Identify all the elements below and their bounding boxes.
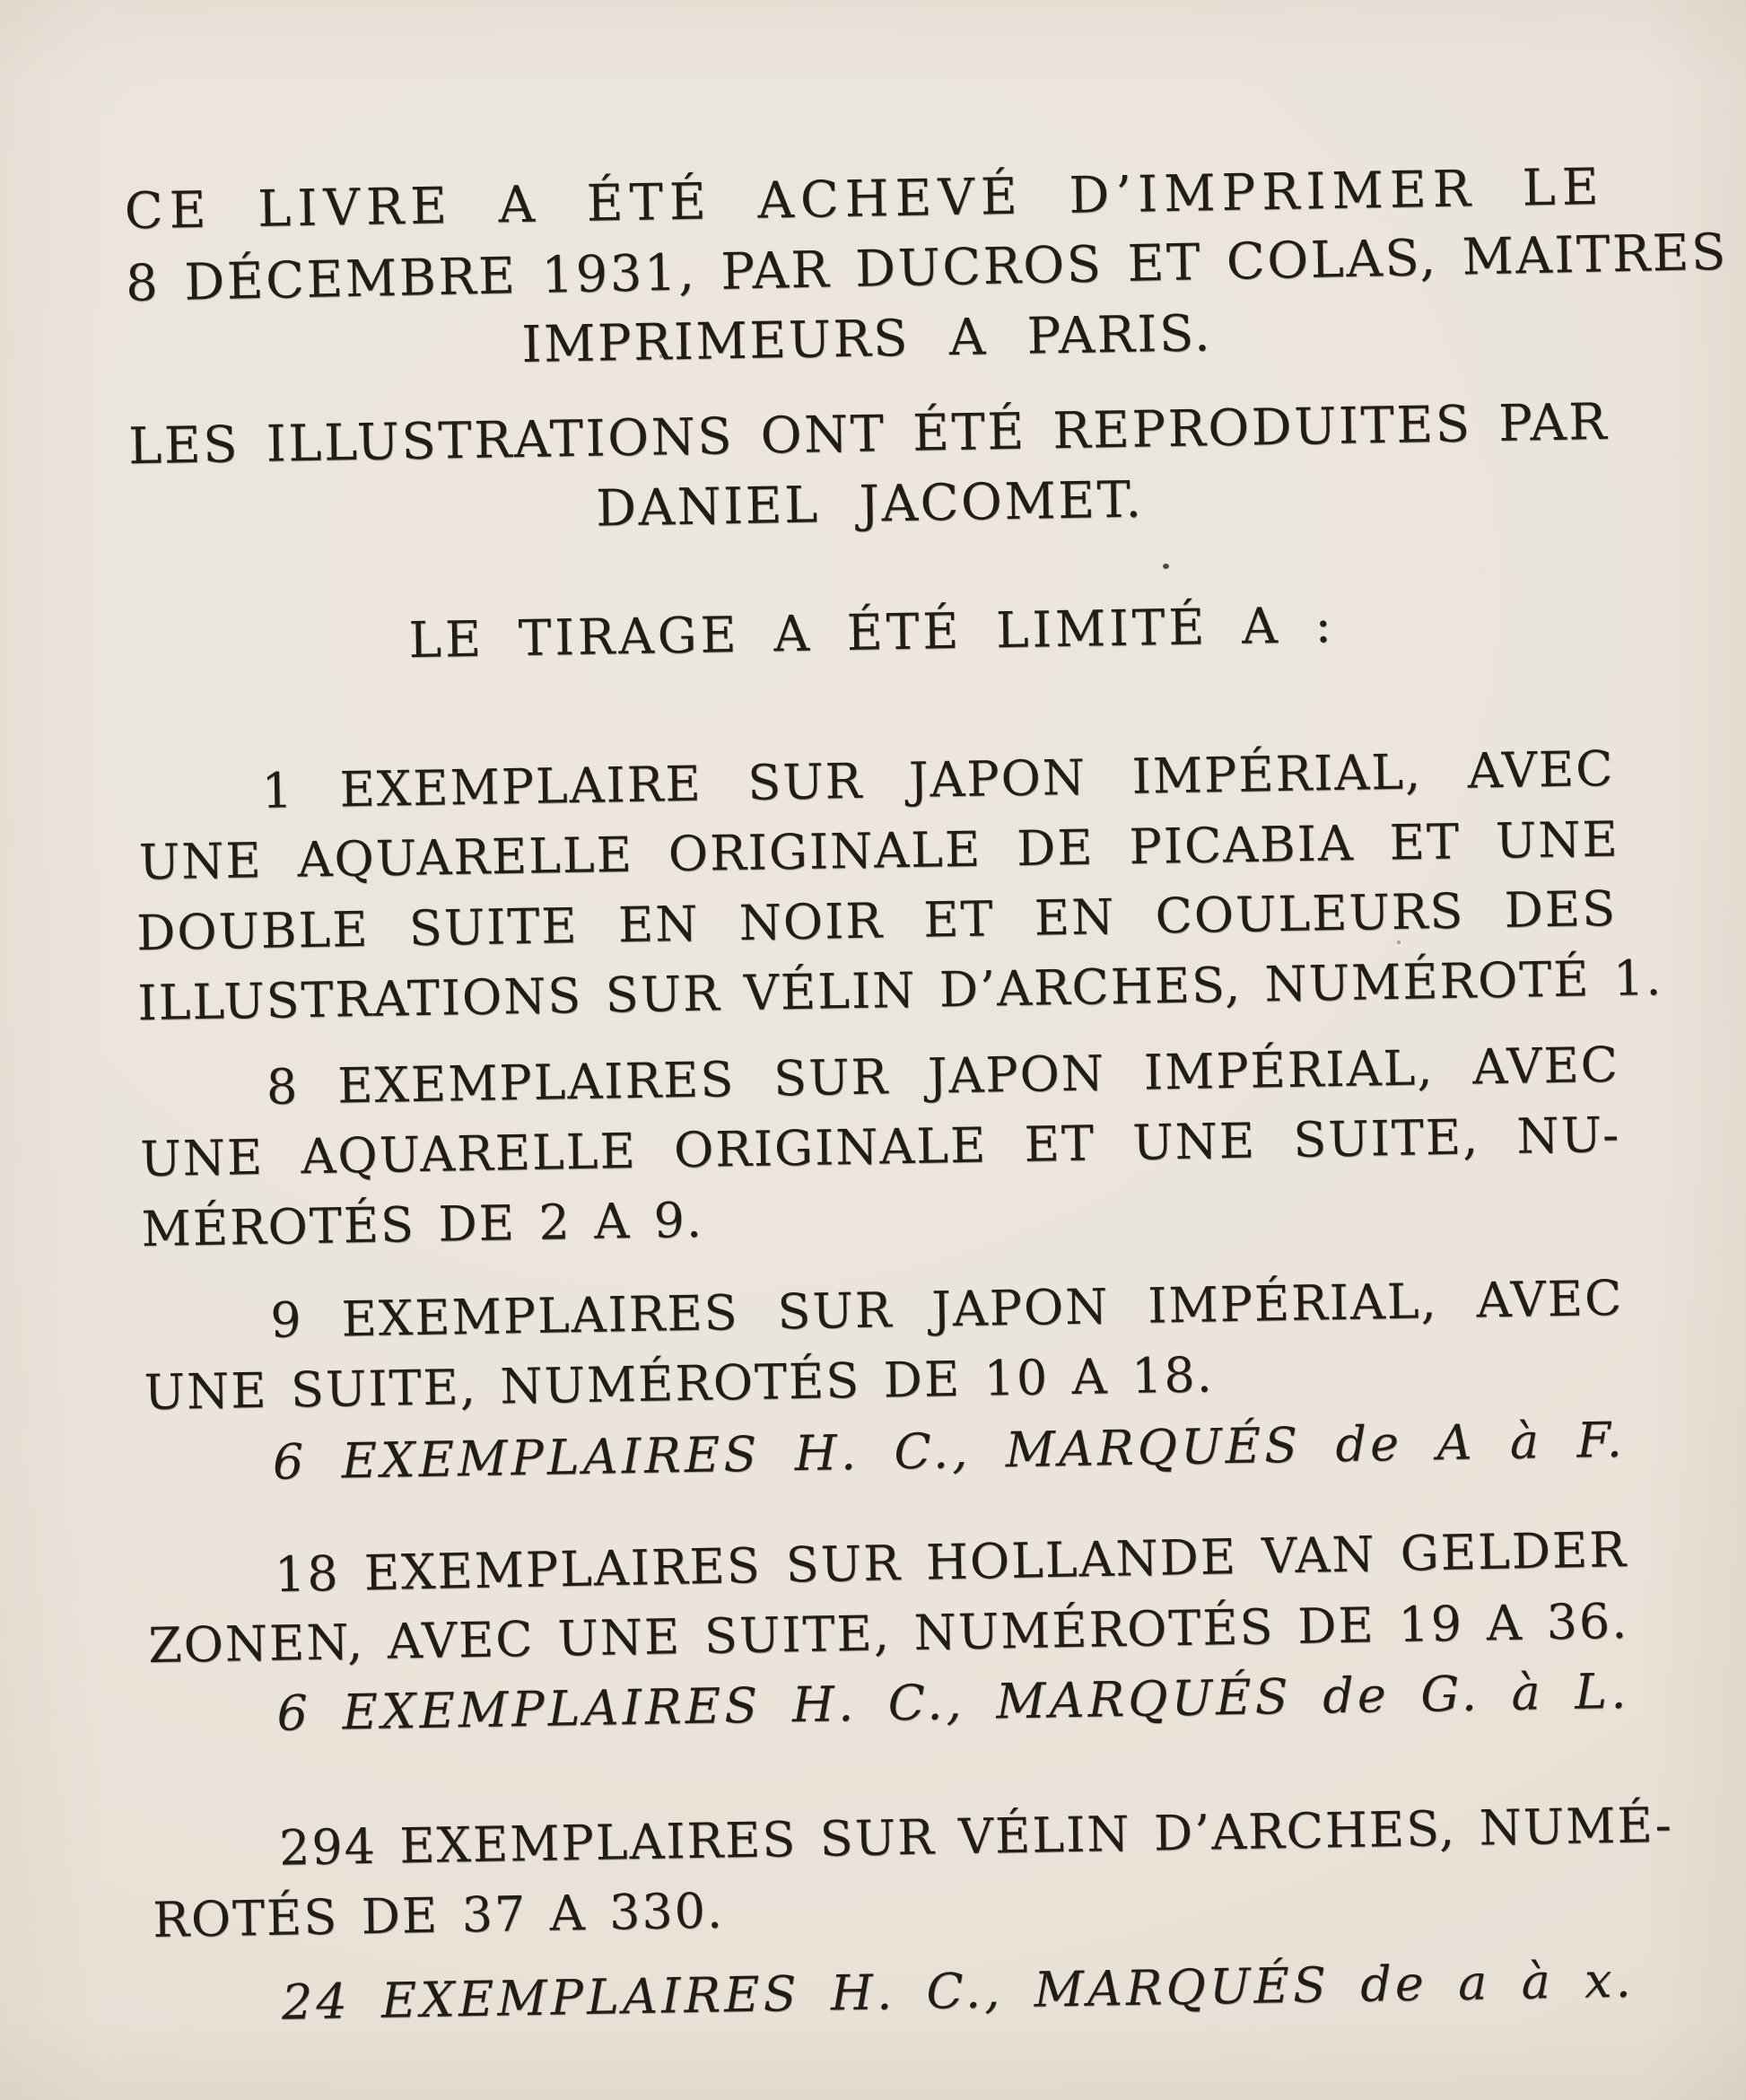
colophon-line: 294 EXEMPLAIRES SUR VÉLIN D’ARCHES, NUMÉ- (278, 1796, 1674, 1877)
edition-entry-hc (153, 1946, 1635, 2040)
edition-entry (138, 1030, 1622, 1264)
colophon-line: 9 EXEMPLAIRES SUR JAPON IMPÉRIAL, AVEC (269, 1269, 1624, 1349)
colophon-line: UNE AQUARELLE ORIGINALE DE PICABIA ET UNE (138, 810, 1620, 891)
colophon-line: 6 EXEMPLAIRES H. C., MARQUÉS de G. à L. (276, 1662, 1630, 1742)
colophon-line: DOUBLE SUITE EN NOIR ET EN COULEURS DES (135, 879, 1618, 962)
tirage-heading (131, 585, 1612, 679)
edition-entry (151, 1791, 1674, 1956)
colophon-line: ROTÉS DE 37 A 330. (152, 1882, 725, 1949)
colophon-line: LE TIRAGE A ÉTÉ LIMITÉ A : (408, 596, 1336, 669)
edition-entry (146, 1517, 1628, 1681)
colophon-line: CE LIVRE A ÉTÉ ACHEVÉ D’IMPRIMER LE (124, 157, 1606, 241)
imprint-paragraph (124, 153, 1729, 387)
colophon-line: 24 EXEMPLAIRES H. C., MARQUÉS de a à x. (281, 1951, 1636, 2031)
colophon-line: DANIEL JACOMET. (595, 470, 1145, 538)
colophon-line: 6 EXEMPLAIRES H. C., MARQUÉS de A à F. (272, 1411, 1627, 1491)
colophon-line: ZONEN, AVEC UNE SUITE, NUMÉROTÉS DE 19 A 36. (147, 1592, 1629, 1675)
colophon-line: UNE SUITE, NUMÉROTÉS DE 10 A 18. (144, 1346, 1215, 1422)
colophon-line: 18 EXEMPLAIRES SUR HOLLANDE VAN GELDER (274, 1521, 1628, 1604)
colophon-line: 8 EXEMPLAIRES SUR JAPON IMPÉRIAL, AVEC (266, 1036, 1620, 1116)
text-block (121, 0, 1729, 2040)
colophon-line: UNE AQUARELLE ORIGINALE ET UNE SUITE, NU- (139, 1106, 1621, 1188)
colophon-line: MÉROTÉS DE 2 A 9. (141, 1191, 704, 1258)
edition-entry (134, 734, 1663, 1038)
edition-entry (143, 1264, 1625, 1428)
colophon-line: IMPRIMEURS A PARIS. (520, 304, 1213, 374)
colophon-line: LES ILLUSTRATIONS ONT ÉTÉ REPRODUITES PAR (127, 392, 1610, 477)
colophon-line: 8 DÉCEMBRE 1931, PAR DUCROS ET COLAS, MAITRES (125, 223, 1729, 313)
colophon-line: ILLUSTRATIONS SUR VÉLIN D’ARCHES, NUMÉROTÉ 1. (136, 949, 1663, 1032)
illustrations-paragraph (128, 388, 1611, 552)
colophon-line: 1 EXEMPLAIRE SUR JAPON IMPÉRIAL, AVEC (261, 739, 1615, 819)
